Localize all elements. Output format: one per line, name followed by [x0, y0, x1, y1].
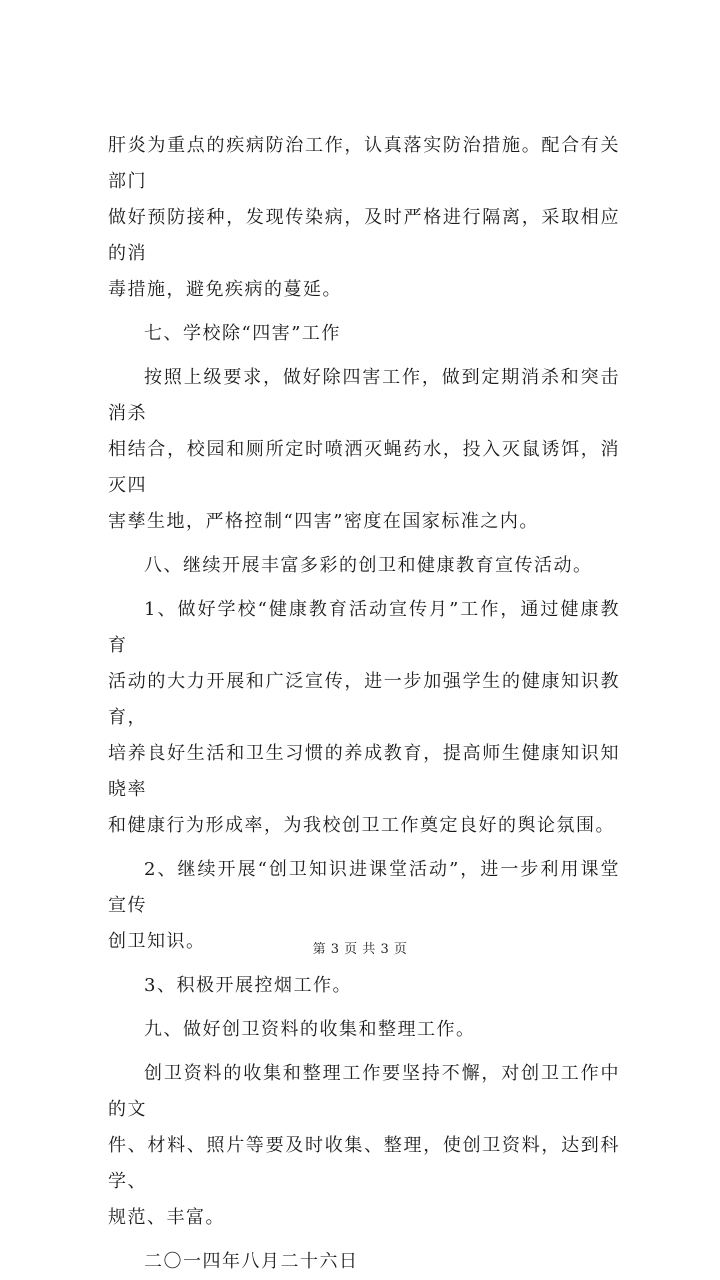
- paragraph-pest-control: [108, 360, 620, 540]
- text-line: 肝炎为重点的疾病防治工作，认真落实防治措施。配合有关部门: [108, 135, 620, 192]
- page-number-footer: 第 3 页 共 3 页: [312, 942, 408, 957]
- text-line: 1、做好学校“健康教育活动宣传月”工作，通过健康教育: [108, 599, 620, 656]
- text-line: 按照上级要求，做好除四害工作，做到定期消杀和突击消杀: [108, 367, 620, 424]
- paragraph-records: [108, 1056, 620, 1236]
- text-line: 件、材料、照片等要及时收集、整理，使创卫资料，达到科学、: [108, 1135, 620, 1192]
- text-line: 创卫知识。: [108, 931, 206, 952]
- text-line: 活动的大力开展和广泛宣传，进一步加强学生的健康知识教育，: [108, 671, 620, 728]
- paragraph-item-3: 3、积极开展控烟工作。: [144, 975, 352, 996]
- document-date: 二〇一四年八月二十六日: [144, 1251, 359, 1272]
- text-line: 毒措施，避免疾病的蔓延。: [108, 279, 342, 300]
- text-line: 2、继续开展“创卫知识进课堂活动”，进一步利用课堂宣传: [108, 859, 620, 916]
- text-line: 相结合，校园和厕所定时喷洒灭蝇药水，投入灭鼠诱饵，消灭四: [108, 439, 620, 496]
- section-heading-9: 九、做好创卫资料的收集和整理工作。: [144, 1019, 476, 1040]
- section-heading-7: 七、学校除“四害”工作: [144, 323, 341, 344]
- text-line: 和健康行为形成率，为我校创卫工作奠定良好的舆论氛围。: [108, 815, 615, 836]
- document-body: [108, 128, 620, 1280]
- paragraph-continuation: [108, 128, 620, 308]
- text-line: 做好预防接种，发现传染病，及时严格进行隔离，采取相应的消: [108, 207, 620, 264]
- text-line: 规范、丰富。: [108, 1207, 225, 1228]
- text-line: 创卫资料的收集和整理工作要坚持不懈，对创卫工作中的文: [108, 1063, 620, 1120]
- text-line: 培养良好生活和卫生习惯的养成教育，提高师生健康知识知晓率: [108, 743, 620, 800]
- text-line: 害孳生地，严格控制“四害”密度在国家标准之内。: [108, 511, 539, 532]
- section-heading-8: 八、继续开展丰富多彩的创卫和健康教育宣传活动。: [144, 555, 593, 576]
- paragraph-item-1: [108, 592, 620, 844]
